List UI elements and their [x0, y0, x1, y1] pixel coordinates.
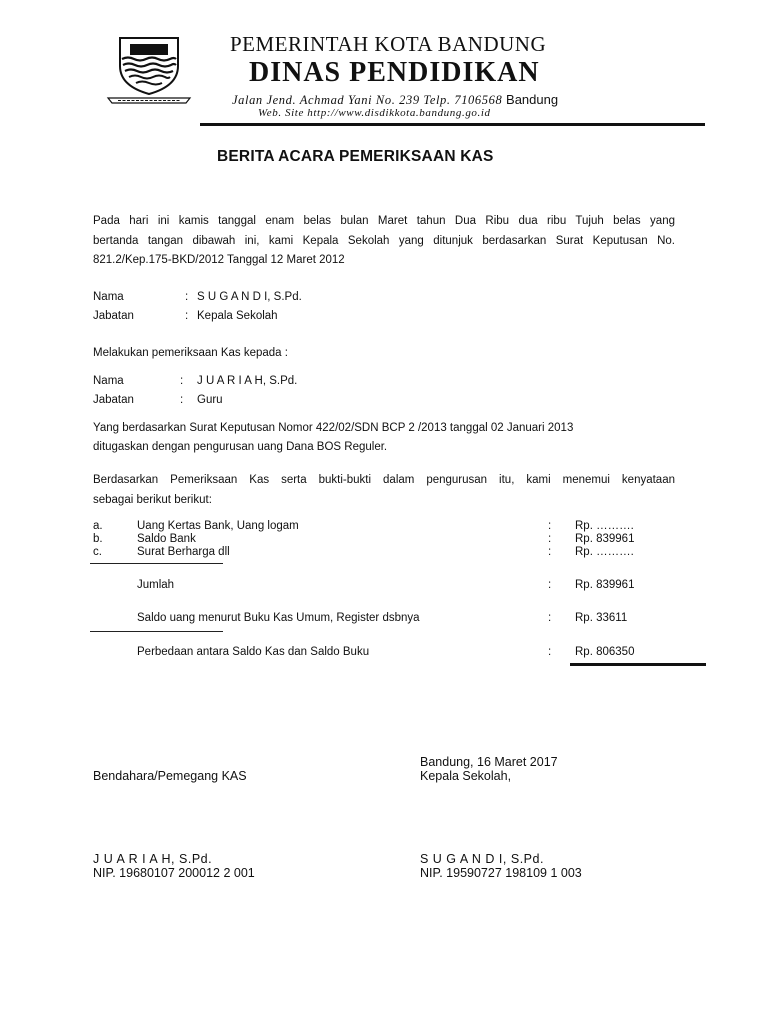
item-b-colon: :: [548, 533, 552, 545]
selisih-value: Rp. 806350: [575, 646, 635, 658]
item-a-letter: a.: [93, 520, 103, 532]
examiner-name-colon: :: [185, 291, 189, 303]
saldo-buku-colon: :: [548, 612, 552, 624]
treasurer-role: Bendahara/Pemegang KAS: [93, 769, 247, 783]
principal-name: S U G A N D I, S.Pd.: [420, 852, 544, 866]
treasurer-name: J U A R I A H, S.Pd.: [93, 852, 213, 866]
jumlah-colon: :: [548, 579, 552, 591]
examined-position-label: Jabatan: [93, 394, 134, 406]
selisih-underline: [570, 663, 706, 666]
examiner-position-label: Jabatan: [93, 310, 134, 322]
saldo-underline: [90, 631, 223, 632]
principal-nip: NIP. 19590727 198109 1 003: [420, 866, 582, 880]
opening-line-1: Pada hari ini kamis tanggal enam belas bulan Maret tahun Dua Ribu dua ribu Tujuh belas yang: [93, 215, 675, 227]
examined-name-label: Nama: [93, 375, 124, 387]
letterhead-city: Bandung: [506, 92, 559, 107]
item-b-value: Rp. 839961: [575, 533, 635, 545]
letterhead-department: DINAS PENDIDIKAN: [249, 57, 540, 88]
item-a-value: Rp. ……….: [575, 520, 634, 532]
item-b-label: Saldo Bank: [137, 533, 196, 545]
item-a-label: Uang Kertas Bank, Uang logam: [137, 520, 299, 532]
decree-line-2: ditugaskan dengan pengurusan uang Dana BOS Reguler.: [93, 441, 388, 453]
item-b-letter: b.: [93, 533, 103, 545]
document-title: BERITA ACARA PEMERIKSAAN KAS: [217, 148, 494, 165]
examined-position-value: Guru: [197, 394, 223, 406]
jumlah-label: Jumlah: [137, 579, 175, 591]
item-c-label: Surat Berharga dll: [137, 546, 230, 558]
examiner-position-colon: :: [185, 310, 189, 322]
decree-line-1: Yang berdasarkan Surat Keputusan Nomor 422/02/SDN BCP 2 /2013 tanggal 02 Januari 2013: [93, 422, 574, 434]
opening-line-3: 821.2/Kep.175-BKD/2012 Tanggal 12 Maret 2012: [93, 254, 345, 266]
opening-paragraph: [93, 212, 675, 271]
examiner-position-value: Kepala Sekolah: [197, 310, 278, 322]
letterhead-address: [232, 92, 558, 108]
principal-role: Kepala Sekolah,: [420, 769, 512, 783]
findings-line-1: Berdasarkan Pemeriksaan Kas serta bukti-bukti dalam pengurusan itu, kami menemui kenyataan: [93, 474, 675, 486]
treasurer-nip: NIP. 19680107 200012 2 001: [93, 866, 255, 880]
saldo-buku-value: Rp. 33611: [575, 612, 628, 624]
opening-line-2: bertanda tangan dibawah ini, kami Kepala Sekolah yang ditunjuk berdasarkan Surat Keputusan No.: [93, 234, 675, 247]
examined-name-colon: :: [180, 375, 184, 387]
intro-examined: Melakukan pemeriksaan Kas kepada :: [93, 347, 288, 359]
saldo-buku-label: Saldo uang menurut Buku Kas Umum, Register dsbnya: [137, 612, 420, 624]
findings-line-2: sebagai berikut berikut:: [93, 493, 212, 506]
letterhead-address-text: Jalan Jend. Achmad Yani No. 239 Telp. 7106568: [232, 93, 503, 107]
examiner-name-label: Nama: [93, 291, 124, 303]
item-a-colon: :: [548, 520, 552, 532]
signature-place-date: Bandung, 16 Maret 2017: [420, 755, 558, 769]
city-logo: [106, 32, 192, 104]
items-underline: [90, 563, 223, 564]
examined-name-value: J U A R I A H, S.Pd.: [197, 375, 298, 387]
item-c-letter: c.: [93, 546, 102, 558]
selisih-colon: :: [548, 646, 552, 658]
letterhead-divider: [200, 123, 705, 126]
item-c-colon: :: [548, 546, 552, 558]
selisih-label: Perbedaan antara Saldo Kas dan Saldo Buku: [137, 646, 370, 658]
item-c-value: Rp. ……….: [575, 546, 634, 558]
examined-position-colon: :: [180, 394, 184, 406]
findings-paragraph: [93, 471, 675, 510]
letterhead-website: Web. Site http://www.disdikkota.bandung.go.id: [258, 107, 491, 119]
examiner-name-value: S U G A N D I, S.Pd.: [197, 291, 302, 303]
jumlah-value: Rp. 839961: [575, 579, 635, 591]
letterhead-government: PEMERINTAH KOTA BANDUNG: [230, 32, 547, 56]
